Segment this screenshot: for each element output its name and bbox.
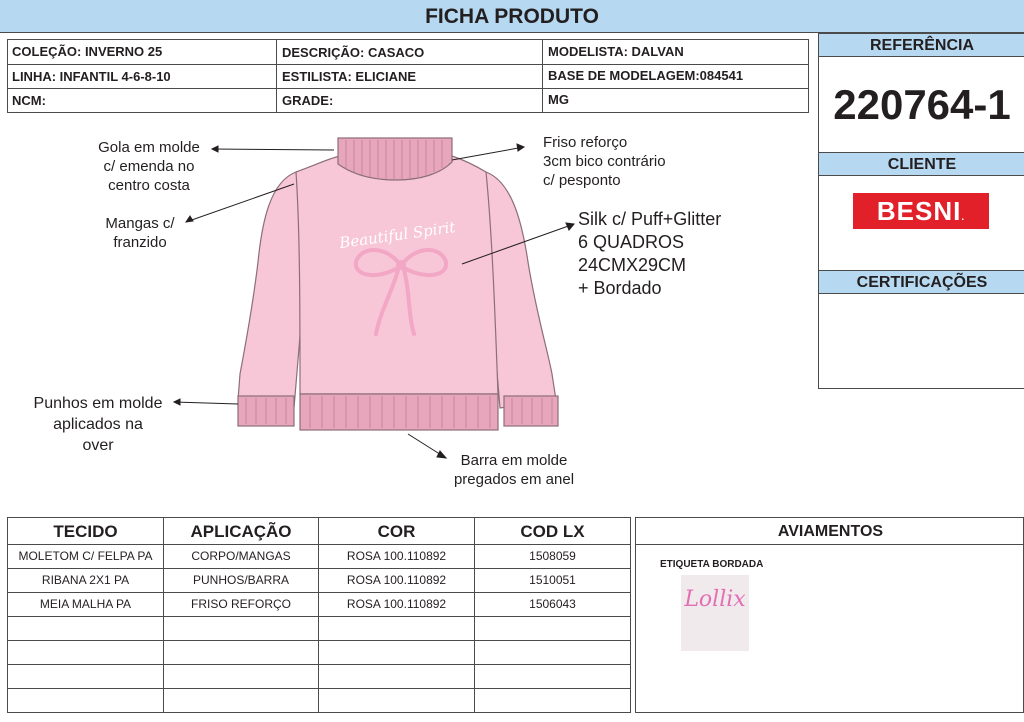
cliente-header: CLIENTE [819, 152, 1024, 176]
referencia-header: REFERÊNCIA [819, 33, 1024, 57]
colecao-field: COLEÇÃO: INVERNO 25 [12, 44, 163, 59]
mangas-annotation: Mangas c/ franzido [105, 215, 175, 251]
table-cell: RIBANA 2X1 PA [41, 573, 130, 587]
page-title: FICHA PRODUTO [0, 0, 1024, 33]
client-logo: BESNI. [853, 193, 989, 229]
aviamentos-header: AVIAMENTOS [636, 518, 1024, 545]
descricao-field: DESCRIÇÃO: CASACO [282, 45, 425, 60]
barra-annotation: Barra em molde pregados em anel [453, 452, 575, 488]
header-cod-lx: COD LX [520, 522, 585, 541]
header-tecido: TECIDO [53, 522, 118, 541]
collar-rib [338, 138, 452, 180]
estilista-field: ESTILISTA: ELICIANE [282, 69, 417, 84]
label-brand-text: Lollix [684, 587, 746, 612]
table-cell: FRISO REFORÇO [190, 597, 291, 611]
header-aplicacao: APLICAÇÃO [190, 522, 292, 541]
grade-field: GRADE: [282, 93, 334, 108]
right-info-panel [818, 33, 1024, 389]
modelista-field: MODELISTA: DALVAN [548, 44, 684, 59]
certificacoes-header: CERTIFICAÇÕES [819, 270, 1024, 294]
ncm-field: NCM: [12, 93, 46, 108]
table-cell: ROSA 100.110892 [346, 549, 447, 563]
table-cell: PUNHOS/BARRA [192, 573, 290, 587]
header-cor: COR [377, 522, 416, 541]
table-cell: 1510051 [529, 573, 576, 587]
gola-annotation: Gola em molde c/ emenda no centro costa [98, 139, 200, 194]
table-cell: ROSA 100.110892 [346, 597, 447, 611]
hem-rib [300, 394, 498, 430]
embroidered-label-image [681, 575, 749, 651]
friso-annotation: Friso reforço 3cm bico contrário c/ pesponto [543, 134, 666, 189]
product-info-table [7, 39, 809, 113]
bow-knot [396, 260, 406, 270]
etiqueta-label: ETIQUETA BORDADA [660, 559, 764, 570]
table-cell: MOLETOM C/ FELPA PA [18, 549, 153, 563]
table-cell: 1506043 [529, 597, 576, 611]
left-sleeve [238, 172, 305, 408]
referencia-value: 220764-1 [833, 81, 1011, 128]
table-cell: CORPO/MANGAS [191, 549, 291, 563]
silk-annotation: Silk c/ Puff+Glitter 6 QUADROS 24CMX29CM + Bordado [578, 209, 722, 298]
base-modelagem-field: BASE DE MODELAGEM:084541 [548, 68, 744, 83]
table-cell: ROSA 100.110892 [346, 573, 447, 587]
aviamentos-panel [635, 517, 1024, 713]
linha-field: LINHA: INFANTIL 4-6-8-10 [12, 69, 171, 84]
size-field: MG [548, 92, 569, 107]
fabric-table [7, 517, 631, 713]
punhos-annotation: Punhos em molde aplicados na over [33, 395, 163, 454]
print-text: Beautiful Spirit [338, 218, 457, 253]
table-cell: 1508059 [529, 549, 576, 563]
table-cell: MEIA MALHA PA [39, 597, 132, 611]
